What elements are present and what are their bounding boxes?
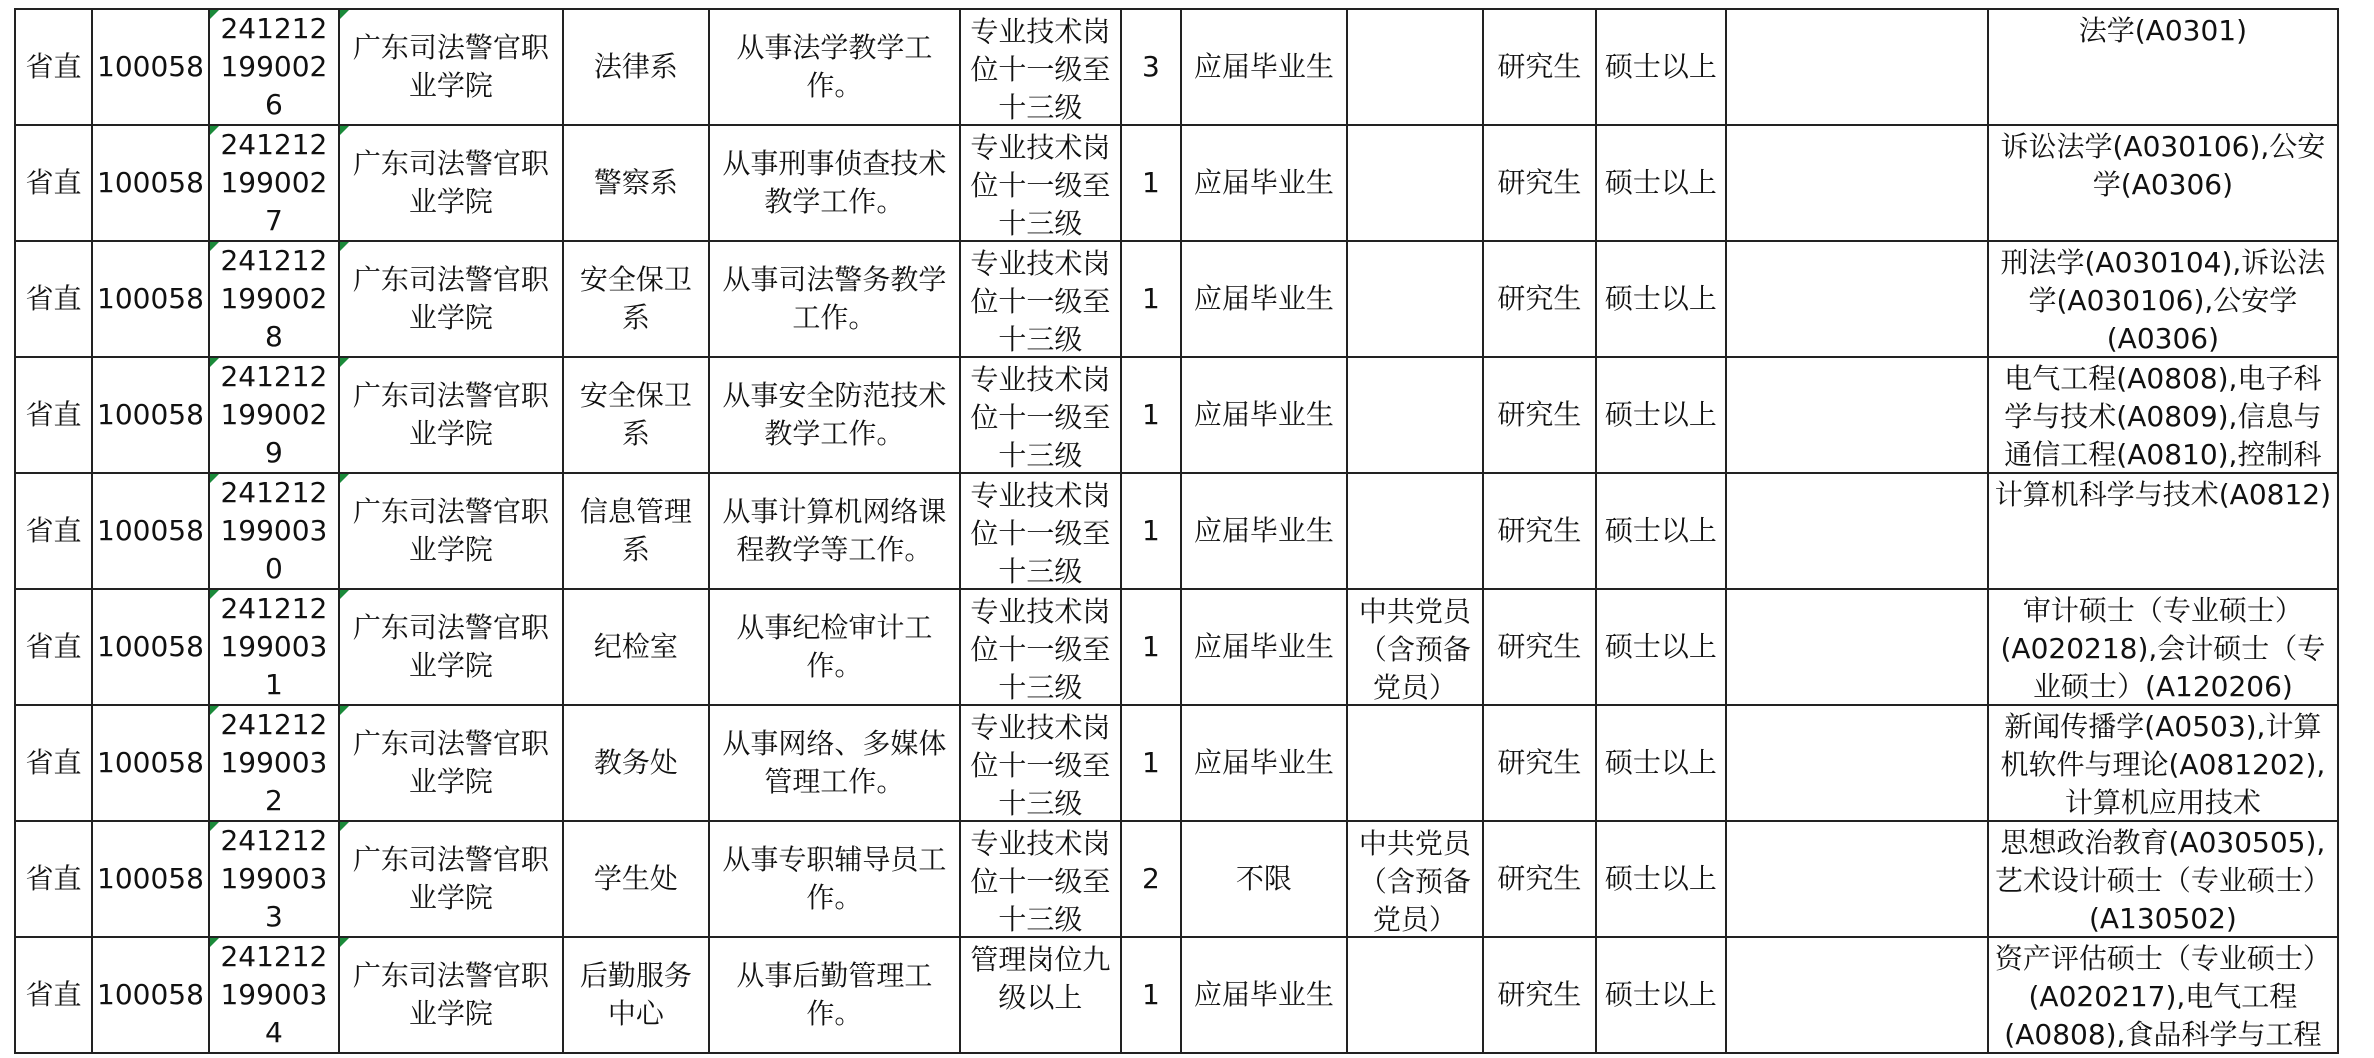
duties-cell-text: 从事司法警务教学工作。: [722, 263, 947, 334]
candidate-type-cell[interactable]: [1181, 125, 1347, 241]
unit-name-cell[interactable]: [339, 125, 563, 241]
other-requirements-cell[interactable]: [1726, 473, 1988, 589]
grade-cell[interactable]: [960, 473, 1121, 589]
majors-cell[interactable]: [1988, 589, 2338, 705]
unit-code-cell[interactable]: [92, 937, 209, 1053]
unit-code-cell[interactable]: [92, 357, 209, 473]
degree-cell[interactable]: [1596, 473, 1726, 589]
degree-cell[interactable]: [1596, 705, 1726, 821]
education-cell[interactable]: [1483, 937, 1596, 1053]
position-code-cell-text: 2412121990027: [220, 128, 328, 237]
degree-cell-text: 硕士以上: [1604, 50, 1717, 83]
political-status-cell[interactable]: [1347, 589, 1483, 705]
duties-cell[interactable]: [709, 125, 960, 241]
political-status-cell[interactable]: [1347, 241, 1483, 357]
level-cell-text: 省直: [25, 398, 82, 431]
grade-cell-text: 专业技术岗位十一级至十三级: [970, 247, 1111, 355]
duties-cell[interactable]: [709, 937, 960, 1053]
political-status-cell[interactable]: [1347, 473, 1483, 589]
unit-name-cell-text: 广东司法警官职业学院: [352, 611, 549, 682]
level-cell-text: 省直: [25, 862, 82, 895]
unit-code-cell-text: 100058: [97, 398, 204, 431]
unit-name-cell[interactable]: [339, 241, 563, 357]
grade-cell[interactable]: [960, 241, 1121, 357]
majors-cell[interactable]: [1988, 473, 2338, 589]
education-cell-text: 研究生: [1497, 514, 1582, 547]
degree-cell-text: 硕士以上: [1604, 630, 1717, 663]
candidate-type-cell[interactable]: [1181, 821, 1347, 937]
grade-cell-text: 专业技术岗位十一级至十三级: [970, 827, 1111, 935]
grade-cell[interactable]: [960, 125, 1121, 241]
candidate-type-cell-text: 应届毕业生: [1193, 50, 1334, 83]
department-cell[interactable]: [563, 473, 709, 589]
political-status-cell-text: [1352, 707, 1478, 819]
political-status-cell-text: [1352, 359, 1478, 471]
unit-code-cell[interactable]: [92, 473, 209, 589]
candidate-type-cell-text: 应届毕业生: [1193, 398, 1334, 431]
grade-cell-text: 专业技术岗位十一级至十三级: [970, 595, 1111, 703]
political-status-cell[interactable]: [1347, 9, 1483, 125]
level-cell-text: 省直: [25, 630, 82, 663]
candidate-type-cell-text: 应届毕业生: [1193, 166, 1334, 199]
majors-cell-text: 思想政治教育(A030505),艺术设计硕士（专业硕士）(A130502): [1994, 826, 2331, 934]
education-cell[interactable]: [1483, 125, 1596, 241]
position-code-cell-text: 2412121990032: [220, 708, 328, 817]
political-status-cell-text: [1352, 939, 1478, 1051]
political-status-cell-text: [1352, 475, 1478, 587]
other-requirements-cell[interactable]: [1726, 357, 1988, 473]
level-cell-text: 省直: [25, 978, 82, 1011]
table-row: [15, 9, 2338, 125]
grade-cell-text: 专业技术岗位十一级至十三级: [970, 15, 1111, 123]
education-cell-text: 研究生: [1497, 50, 1582, 83]
level-cell[interactable]: [15, 241, 92, 357]
grade-cell[interactable]: [960, 705, 1121, 821]
political-status-cell-text: 中共党员（含预备党员）: [1358, 595, 1471, 703]
level-cell[interactable]: [15, 473, 92, 589]
position-code-cell[interactable]: [209, 937, 339, 1053]
candidate-type-cell-text: 应届毕业生: [1193, 746, 1334, 779]
count-cell[interactable]: [1121, 357, 1181, 473]
degree-cell[interactable]: [1596, 357, 1726, 473]
unit-code-cell-text: 100058: [97, 862, 204, 895]
position-code-cell-text: 2412121990029: [220, 360, 328, 469]
duties-cell[interactable]: [709, 241, 960, 357]
level-cell-text: 省直: [25, 514, 82, 547]
duties-cell-text: 从事安全防范技术教学工作。: [722, 379, 947, 450]
majors-cell[interactable]: [1988, 937, 2338, 1053]
majors-cell[interactable]: [1988, 9, 2338, 125]
unit-name-cell[interactable]: [339, 937, 563, 1053]
duties-cell-text: 从事纪检审计工作。: [736, 611, 933, 682]
count-cell[interactable]: [1121, 241, 1181, 357]
education-cell[interactable]: [1483, 241, 1596, 357]
duties-cell-text: 从事专职辅导员工作。: [722, 843, 947, 914]
other-requirements-cell[interactable]: [1726, 821, 1988, 937]
count-cell[interactable]: [1121, 705, 1181, 821]
unit-name-cell[interactable]: [339, 473, 563, 589]
level-cell[interactable]: [15, 705, 92, 821]
position-code-cell[interactable]: [209, 473, 339, 589]
table-row: [15, 705, 2338, 821]
political-status-cell-text: [1352, 127, 1478, 239]
unit-code-cell[interactable]: [92, 589, 209, 705]
degree-cell[interactable]: [1596, 589, 1726, 705]
candidate-type-cell[interactable]: [1181, 9, 1347, 125]
unit-name-cell-text: 广东司法警官职业学院: [352, 31, 549, 102]
count-cell[interactable]: [1121, 821, 1181, 937]
unit-name-cell[interactable]: [339, 589, 563, 705]
position-code-cell[interactable]: [209, 241, 339, 357]
education-cell[interactable]: [1483, 821, 1596, 937]
candidate-type-cell-text: 应届毕业生: [1193, 282, 1334, 315]
grade-cell-text: 管理岗位九级以上: [970, 943, 1111, 1014]
majors-cell-text: 电气工程(A0808),电子科学与技术(A0809),信息与通信工程(A0810),控制科: [2004, 362, 2322, 470]
duties-cell[interactable]: [709, 589, 960, 705]
degree-cell[interactable]: [1596, 125, 1726, 241]
job-table: [14, 8, 2339, 1054]
candidate-type-cell-text: 应届毕业生: [1193, 978, 1334, 1011]
political-status-cell-text: 中共党员（含预备党员）: [1358, 827, 1471, 935]
position-code-cell-text: 2412121990028: [220, 244, 328, 353]
education-cell-text: 研究生: [1497, 978, 1582, 1011]
unit-code-cell[interactable]: [92, 241, 209, 357]
unit-name-cell[interactable]: [339, 705, 563, 821]
candidate-type-cell-text: 应届毕业生: [1193, 630, 1334, 663]
department-cell[interactable]: [563, 937, 709, 1053]
department-cell[interactable]: [563, 125, 709, 241]
grade-cell-text: 专业技术岗位十一级至十三级: [970, 479, 1111, 587]
majors-cell-text: 新闻传播学(A0503),计算机软件与理论(A081202),计算机应用技术: [2000, 710, 2326, 818]
unit-code-cell[interactable]: [92, 125, 209, 241]
position-code-cell[interactable]: [209, 705, 339, 821]
majors-cell-text: 刑法学(A030104),诉讼法学(A030106),公安学(A0306): [2000, 246, 2326, 354]
other-requirements-cell[interactable]: [1726, 937, 1988, 1053]
unit-name-cell-text: 广东司法警官职业学院: [352, 843, 549, 914]
position-code-cell[interactable]: [209, 357, 339, 473]
grade-cell[interactable]: [960, 937, 1121, 1053]
count-cell-text: 1: [1141, 166, 1160, 199]
education-cell[interactable]: [1483, 357, 1596, 473]
duties-cell-text: 从事后勤管理工作。: [736, 959, 933, 1030]
candidate-type-cell-text: 应届毕业生: [1193, 514, 1334, 547]
table-row: [15, 937, 2338, 1053]
level-cell[interactable]: [15, 357, 92, 473]
unit-code-cell[interactable]: [92, 821, 209, 937]
position-code-cell-text: 2412121990034: [220, 940, 328, 1049]
majors-cell[interactable]: [1988, 357, 2338, 473]
other-requirements-cell[interactable]: [1726, 9, 1988, 125]
other-requirements-cell[interactable]: [1726, 705, 1988, 821]
candidate-type-cell[interactable]: [1181, 241, 1347, 357]
unit-code-cell-text: 100058: [97, 978, 204, 1011]
political-status-cell-text: [1352, 243, 1478, 355]
level-cell-text: 省直: [25, 166, 82, 199]
duties-cell-text: 从事法学教学工作。: [736, 31, 933, 102]
unit-code-cell-text: 100058: [97, 166, 204, 199]
education-cell-text: 研究生: [1497, 746, 1582, 779]
level-cell[interactable]: [15, 125, 92, 241]
unit-name-cell[interactable]: [339, 9, 563, 125]
position-code-cell-text: 2412121990031: [220, 592, 328, 701]
table-row: [15, 589, 2338, 705]
position-code-cell[interactable]: [209, 821, 339, 937]
majors-cell-text: 计算机科学与技术(A0812): [1994, 478, 2332, 511]
table-row: [15, 125, 2338, 241]
unit-code-cell[interactable]: [92, 9, 209, 125]
degree-cell-text: 硕士以上: [1604, 166, 1717, 199]
duties-cell[interactable]: [709, 705, 960, 821]
level-cell[interactable]: [15, 589, 92, 705]
unit-code-cell[interactable]: [92, 705, 209, 821]
count-cell[interactable]: [1121, 473, 1181, 589]
candidate-type-cell[interactable]: [1181, 589, 1347, 705]
degree-cell-text: 硕士以上: [1604, 514, 1717, 547]
table-row: [15, 473, 2338, 589]
unit-code-cell-text: 100058: [97, 50, 204, 83]
department-cell-text: 信息管理系: [579, 495, 692, 566]
count-cell-text: 1: [1141, 746, 1160, 779]
unit-name-cell[interactable]: [339, 357, 563, 473]
level-cell-text: 省直: [25, 50, 82, 83]
level-cell[interactable]: [15, 937, 92, 1053]
education-cell[interactable]: [1483, 705, 1596, 821]
count-cell[interactable]: [1121, 9, 1181, 125]
unit-name-cell[interactable]: [339, 821, 563, 937]
department-cell-text: 学生处: [593, 862, 678, 895]
political-status-cell-text: [1352, 11, 1478, 123]
department-cell[interactable]: [563, 821, 709, 937]
department-cell-text: 警察系: [593, 166, 678, 199]
level-cell[interactable]: [15, 821, 92, 937]
candidate-type-cell[interactable]: [1181, 705, 1347, 821]
candidate-type-cell[interactable]: [1181, 937, 1347, 1053]
department-cell[interactable]: [563, 241, 709, 357]
degree-cell[interactable]: [1596, 937, 1726, 1053]
unit-name-cell-text: 广东司法警官职业学院: [352, 727, 549, 798]
duties-cell-text: 从事刑事侦查技术教学工作。: [722, 147, 947, 218]
majors-cell[interactable]: [1988, 241, 2338, 357]
department-cell[interactable]: [563, 705, 709, 821]
department-cell-text: 纪检室: [593, 630, 678, 663]
position-code-cell[interactable]: [209, 589, 339, 705]
unit-name-cell-text: 广东司法警官职业学院: [352, 263, 549, 334]
level-cell-text: 省直: [25, 282, 82, 315]
unit-code-cell-text: 100058: [97, 746, 204, 779]
majors-cell-text: 诉讼法学(A030106),公安学(A0306): [2000, 130, 2326, 201]
level-cell-text: 省直: [25, 746, 82, 779]
grade-cell[interactable]: [960, 821, 1121, 937]
duties-cell-text: 从事网络、多媒体管理工作。: [722, 727, 947, 798]
duties-cell[interactable]: [709, 9, 960, 125]
unit-name-cell-text: 广东司法警官职业学院: [352, 147, 549, 218]
count-cell-text: 1: [1141, 398, 1160, 431]
grade-cell-text: 专业技术岗位十一级至十三级: [970, 711, 1111, 819]
department-cell-text: 安全保卫系: [579, 379, 692, 450]
degree-cell[interactable]: [1596, 821, 1726, 937]
duties-cell-text: 从事计算机网络课程教学等工作。: [722, 495, 947, 566]
grade-cell[interactable]: [960, 9, 1121, 125]
majors-cell-text: 资产评估硕士（专业硕士）(A020217),电气工程(A0808),食品科学与工程: [1994, 942, 2331, 1050]
education-cell[interactable]: [1483, 473, 1596, 589]
count-cell-text: 1: [1141, 282, 1160, 315]
grade-cell-text: 专业技术岗位十一级至十三级: [970, 131, 1111, 239]
degree-cell[interactable]: [1596, 9, 1726, 125]
grade-cell[interactable]: [960, 589, 1121, 705]
degree-cell-text: 硕士以上: [1604, 398, 1717, 431]
candidate-type-cell[interactable]: [1181, 357, 1347, 473]
political-status-cell[interactable]: [1347, 125, 1483, 241]
education-cell-text: 研究生: [1497, 282, 1582, 315]
degree-cell-text: 硕士以上: [1604, 862, 1717, 895]
political-status-cell[interactable]: [1347, 821, 1483, 937]
count-cell[interactable]: [1121, 125, 1181, 241]
position-code-cell-text: 2412121990026: [220, 12, 328, 121]
duties-cell[interactable]: [709, 473, 960, 589]
position-code-cell-text: 2412121990030: [220, 476, 328, 585]
other-requirements-cell[interactable]: [1726, 589, 1988, 705]
candidate-type-cell[interactable]: [1181, 473, 1347, 589]
position-code-cell-text: 2412121990033: [220, 824, 328, 933]
unit-name-cell-text: 广东司法警官职业学院: [352, 959, 549, 1030]
political-status-cell[interactable]: [1347, 937, 1483, 1053]
education-cell-text: 研究生: [1497, 630, 1582, 663]
count-cell-text: 1: [1141, 978, 1160, 1011]
table-row: [15, 821, 2338, 937]
education-cell[interactable]: [1483, 589, 1596, 705]
level-cell[interactable]: [15, 9, 92, 125]
duties-cell[interactable]: [709, 357, 960, 473]
degree-cell-text: 硕士以上: [1604, 746, 1717, 779]
unit-code-cell-text: 100058: [97, 282, 204, 315]
duties-cell[interactable]: [709, 821, 960, 937]
position-code-cell[interactable]: [209, 9, 339, 125]
department-cell[interactable]: [563, 357, 709, 473]
department-cell[interactable]: [563, 589, 709, 705]
grade-cell[interactable]: [960, 357, 1121, 473]
count-cell-text: 2: [1141, 862, 1160, 895]
degree-cell[interactable]: [1596, 241, 1726, 357]
degree-cell-text: 硕士以上: [1604, 978, 1717, 1011]
political-status-cell[interactable]: [1347, 705, 1483, 821]
department-cell[interactable]: [563, 9, 709, 125]
unit-code-cell-text: 100058: [97, 514, 204, 547]
political-status-cell[interactable]: [1347, 357, 1483, 473]
majors-cell-text: 审计硕士（专业硕士）(A020218),会计硕士（专业硕士）(A120206): [2000, 594, 2326, 702]
count-cell-text: 3: [1141, 50, 1160, 83]
count-cell[interactable]: [1121, 589, 1181, 705]
department-cell-text: 法律系: [593, 50, 678, 83]
position-code-cell[interactable]: [209, 125, 339, 241]
table-row: [15, 241, 2338, 357]
majors-cell[interactable]: [1988, 125, 2338, 241]
table-row: [15, 357, 2338, 473]
education-cell-text: 研究生: [1497, 166, 1582, 199]
table-body: [15, 9, 2338, 1053]
education-cell-text: 研究生: [1497, 862, 1582, 895]
majors-cell-text: 法学(A0301): [2078, 14, 2248, 47]
other-requirements-cell[interactable]: [1726, 241, 1988, 357]
candidate-type-cell-text: 不限: [1235, 862, 1292, 895]
count-cell-text: 1: [1141, 630, 1160, 663]
education-cell-text: 研究生: [1497, 398, 1582, 431]
department-cell-text: 后勤服务中心: [579, 959, 692, 1030]
education-cell[interactable]: [1483, 9, 1596, 125]
unit-name-cell-text: 广东司法警官职业学院: [352, 495, 549, 566]
count-cell[interactable]: [1121, 937, 1181, 1053]
department-cell-text: 教务处: [593, 746, 678, 779]
other-requirements-cell[interactable]: [1726, 125, 1988, 241]
department-cell-text: 安全保卫系: [579, 263, 692, 334]
majors-cell[interactable]: [1988, 705, 2338, 821]
degree-cell-text: 硕士以上: [1604, 282, 1717, 315]
count-cell-text: 1: [1141, 514, 1160, 547]
unit-code-cell-text: 100058: [97, 630, 204, 663]
grade-cell-text: 专业技术岗位十一级至十三级: [970, 363, 1111, 471]
unit-name-cell-text: 广东司法警官职业学院: [352, 379, 549, 450]
majors-cell[interactable]: [1988, 821, 2338, 937]
